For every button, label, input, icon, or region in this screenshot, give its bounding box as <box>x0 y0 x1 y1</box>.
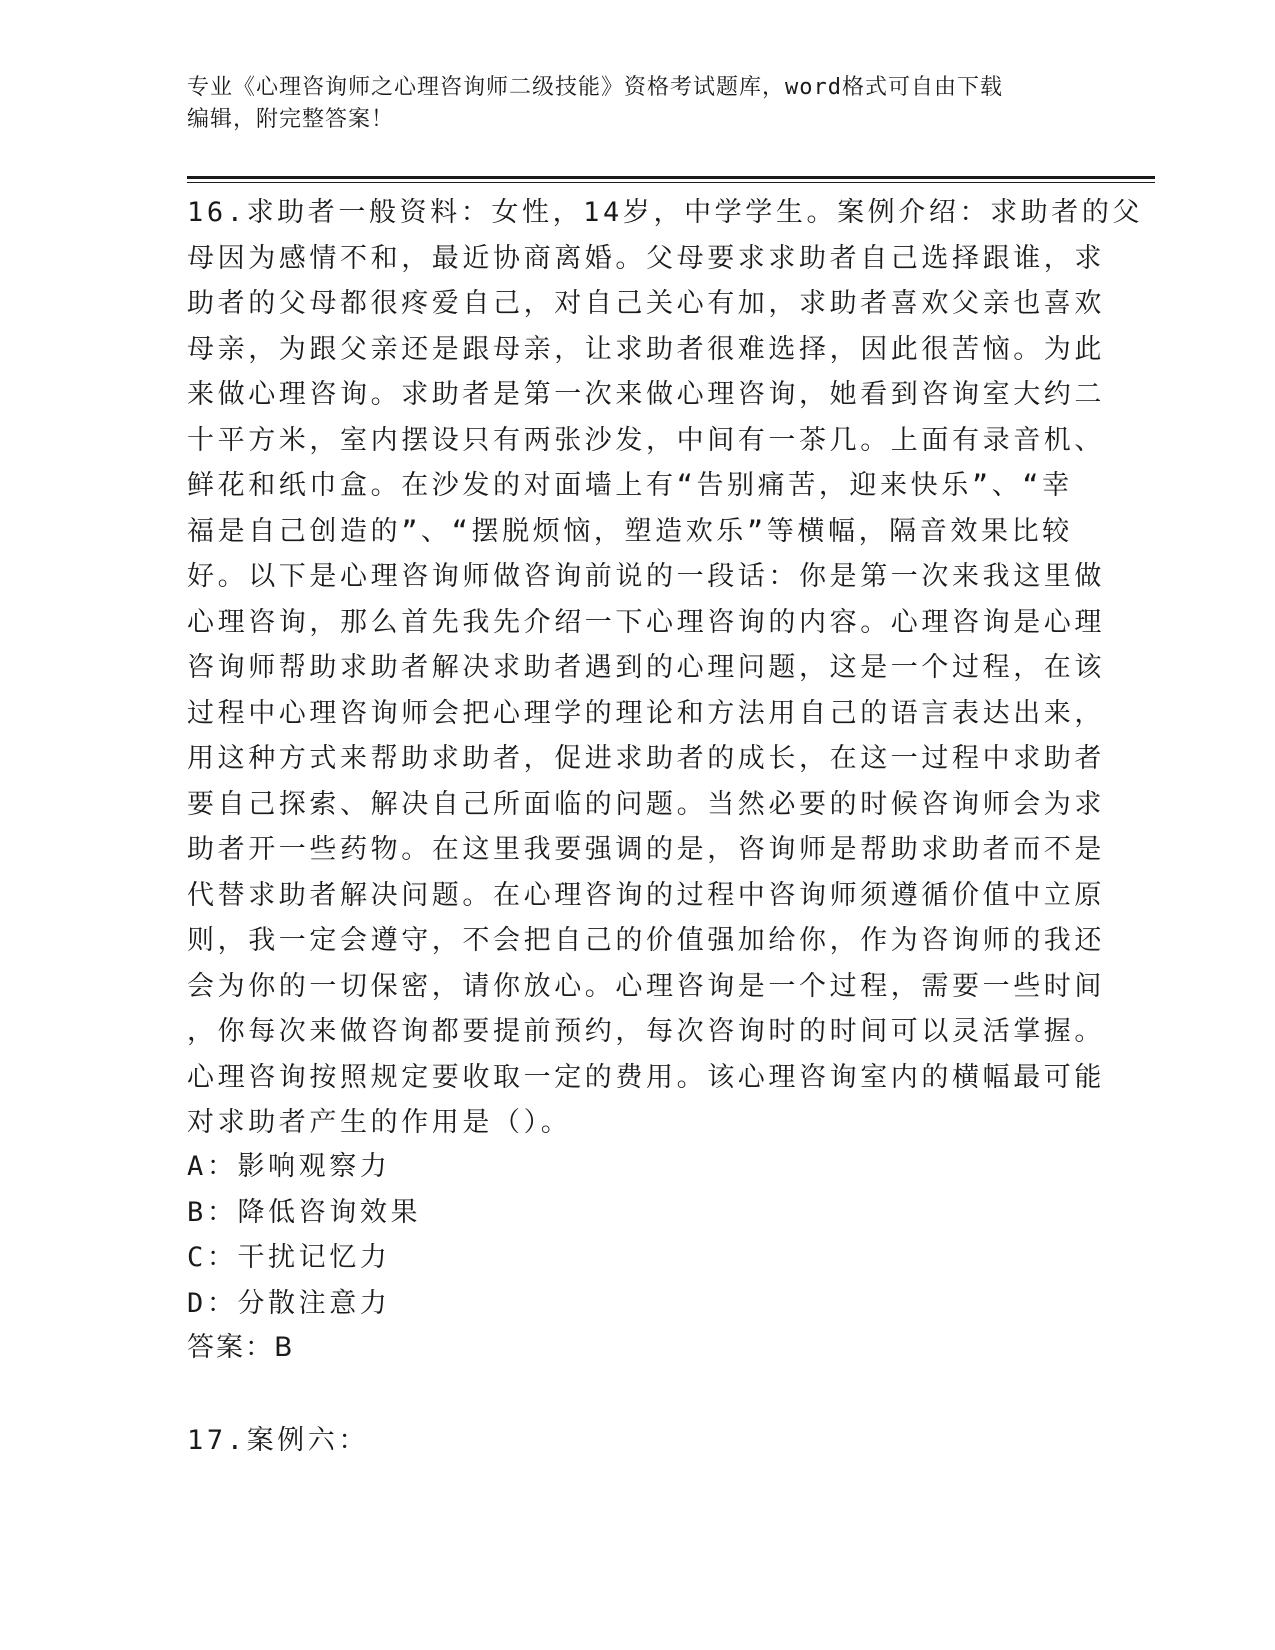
question-line: 好。以下是心理咨询师做咨询前说的一段话：你是第一次来我这里做 <box>187 561 1105 592</box>
document-header <box>187 72 1087 136</box>
question-line: 母因为感情不和，最近协商离婚。父母要求求助者自己选择跟谁，求 <box>187 242 1105 274</box>
question-line: 会为你的一切保密，请你放心。心理咨询是一个过程，需要一些时间 <box>187 970 1105 1002</box>
option-a: A：影响观察力 <box>187 1151 391 1182</box>
question-line: 来做心理咨询。求助者是第一次来做心理咨询，她看到咨询室大约二 <box>187 379 1105 410</box>
question-line: 要自己探索、解决自己所面临的问题。当然必要的时候咨询师会为求 <box>187 788 1105 820</box>
question-line: 福是自己创造的”、“摆脱烦恼，塑造欢乐”等横幅，隔音效果比较 <box>187 515 1073 547</box>
question-line: 代替求助者解决问题。在心理咨询的过程中咨询师须遵循价值中立原 <box>187 879 1105 911</box>
header-divider-thick <box>187 176 1155 179</box>
question-line: 鲜花和纸巾盒。在沙发的对面墙上有“告别痛苦，迎来快乐”、“幸 <box>187 470 1073 501</box>
question-line: 心理咨询，那么首先我先介绍一下心理咨询的内容。心理咨询是心理 <box>187 606 1105 638</box>
question-line: 助者的父母都很疼爱自己，对自己关心有加，求助者喜欢父亲也喜欢 <box>187 288 1105 319</box>
question-line: 用这种方式来帮助求助者，促进求助者的成长，在这一过程中求助者 <box>187 743 1105 774</box>
question-line: 助者开一些药物。在这里我要强调的是，咨询师是帮助求助者而不是 <box>187 834 1105 865</box>
question-16-options <box>187 1144 1067 1326</box>
question-16-stem <box>187 190 1144 1146</box>
option-b: B：降低咨询效果 <box>187 1196 422 1228</box>
question-line: 心理咨询按照规定要收取一定的费用。该心理咨询室内的横幅最可能 <box>187 1061 1105 1093</box>
option-d: D：分散注意力 <box>187 1287 391 1319</box>
question-line: 咨询师帮助求助者解决求助者遇到的心理问题，这是一个过程，在该 <box>187 652 1105 683</box>
question-line: 母亲，为跟父亲还是跟母亲，让求助者很难选择，因此很苦恼。为此 <box>187 333 1105 365</box>
question-line: ，你每次来做咨询都要提前预约，每次咨询时的时间可以灵活掌握。 <box>187 1016 1105 1047</box>
question-line: 过程中心理咨询师会把心理学的理论和方法用自己的语言表达出来， <box>187 697 1105 729</box>
option-c: C：干扰记忆力 <box>187 1242 391 1273</box>
header-line-2: 编辑，附完整答案！ <box>187 107 395 132</box>
question-line: 对求助者产生的作用是（）。 <box>187 1107 572 1138</box>
question-line: 16.求助者一般资料：女性，14岁，中学学生。案例介绍：求助者的父 <box>187 197 1144 228</box>
header-divider-thin <box>187 182 1155 183</box>
question-17-title: 17.案例六： <box>187 1425 369 1456</box>
question-line: 则，我一定会遵守，不会把自己的价值强加给你，作为咨询师的我还 <box>187 925 1105 956</box>
question-16-answer: 答案：B <box>187 1332 295 1363</box>
header-line-1: 专业《心理咨询师之心理咨询师二级技能》资格考试题库，word格式可自由下载 <box>187 75 1003 100</box>
question-line: 十平方米，室内摆设只有两张沙发，中间有一茶几。上面有录音机、 <box>187 424 1105 456</box>
